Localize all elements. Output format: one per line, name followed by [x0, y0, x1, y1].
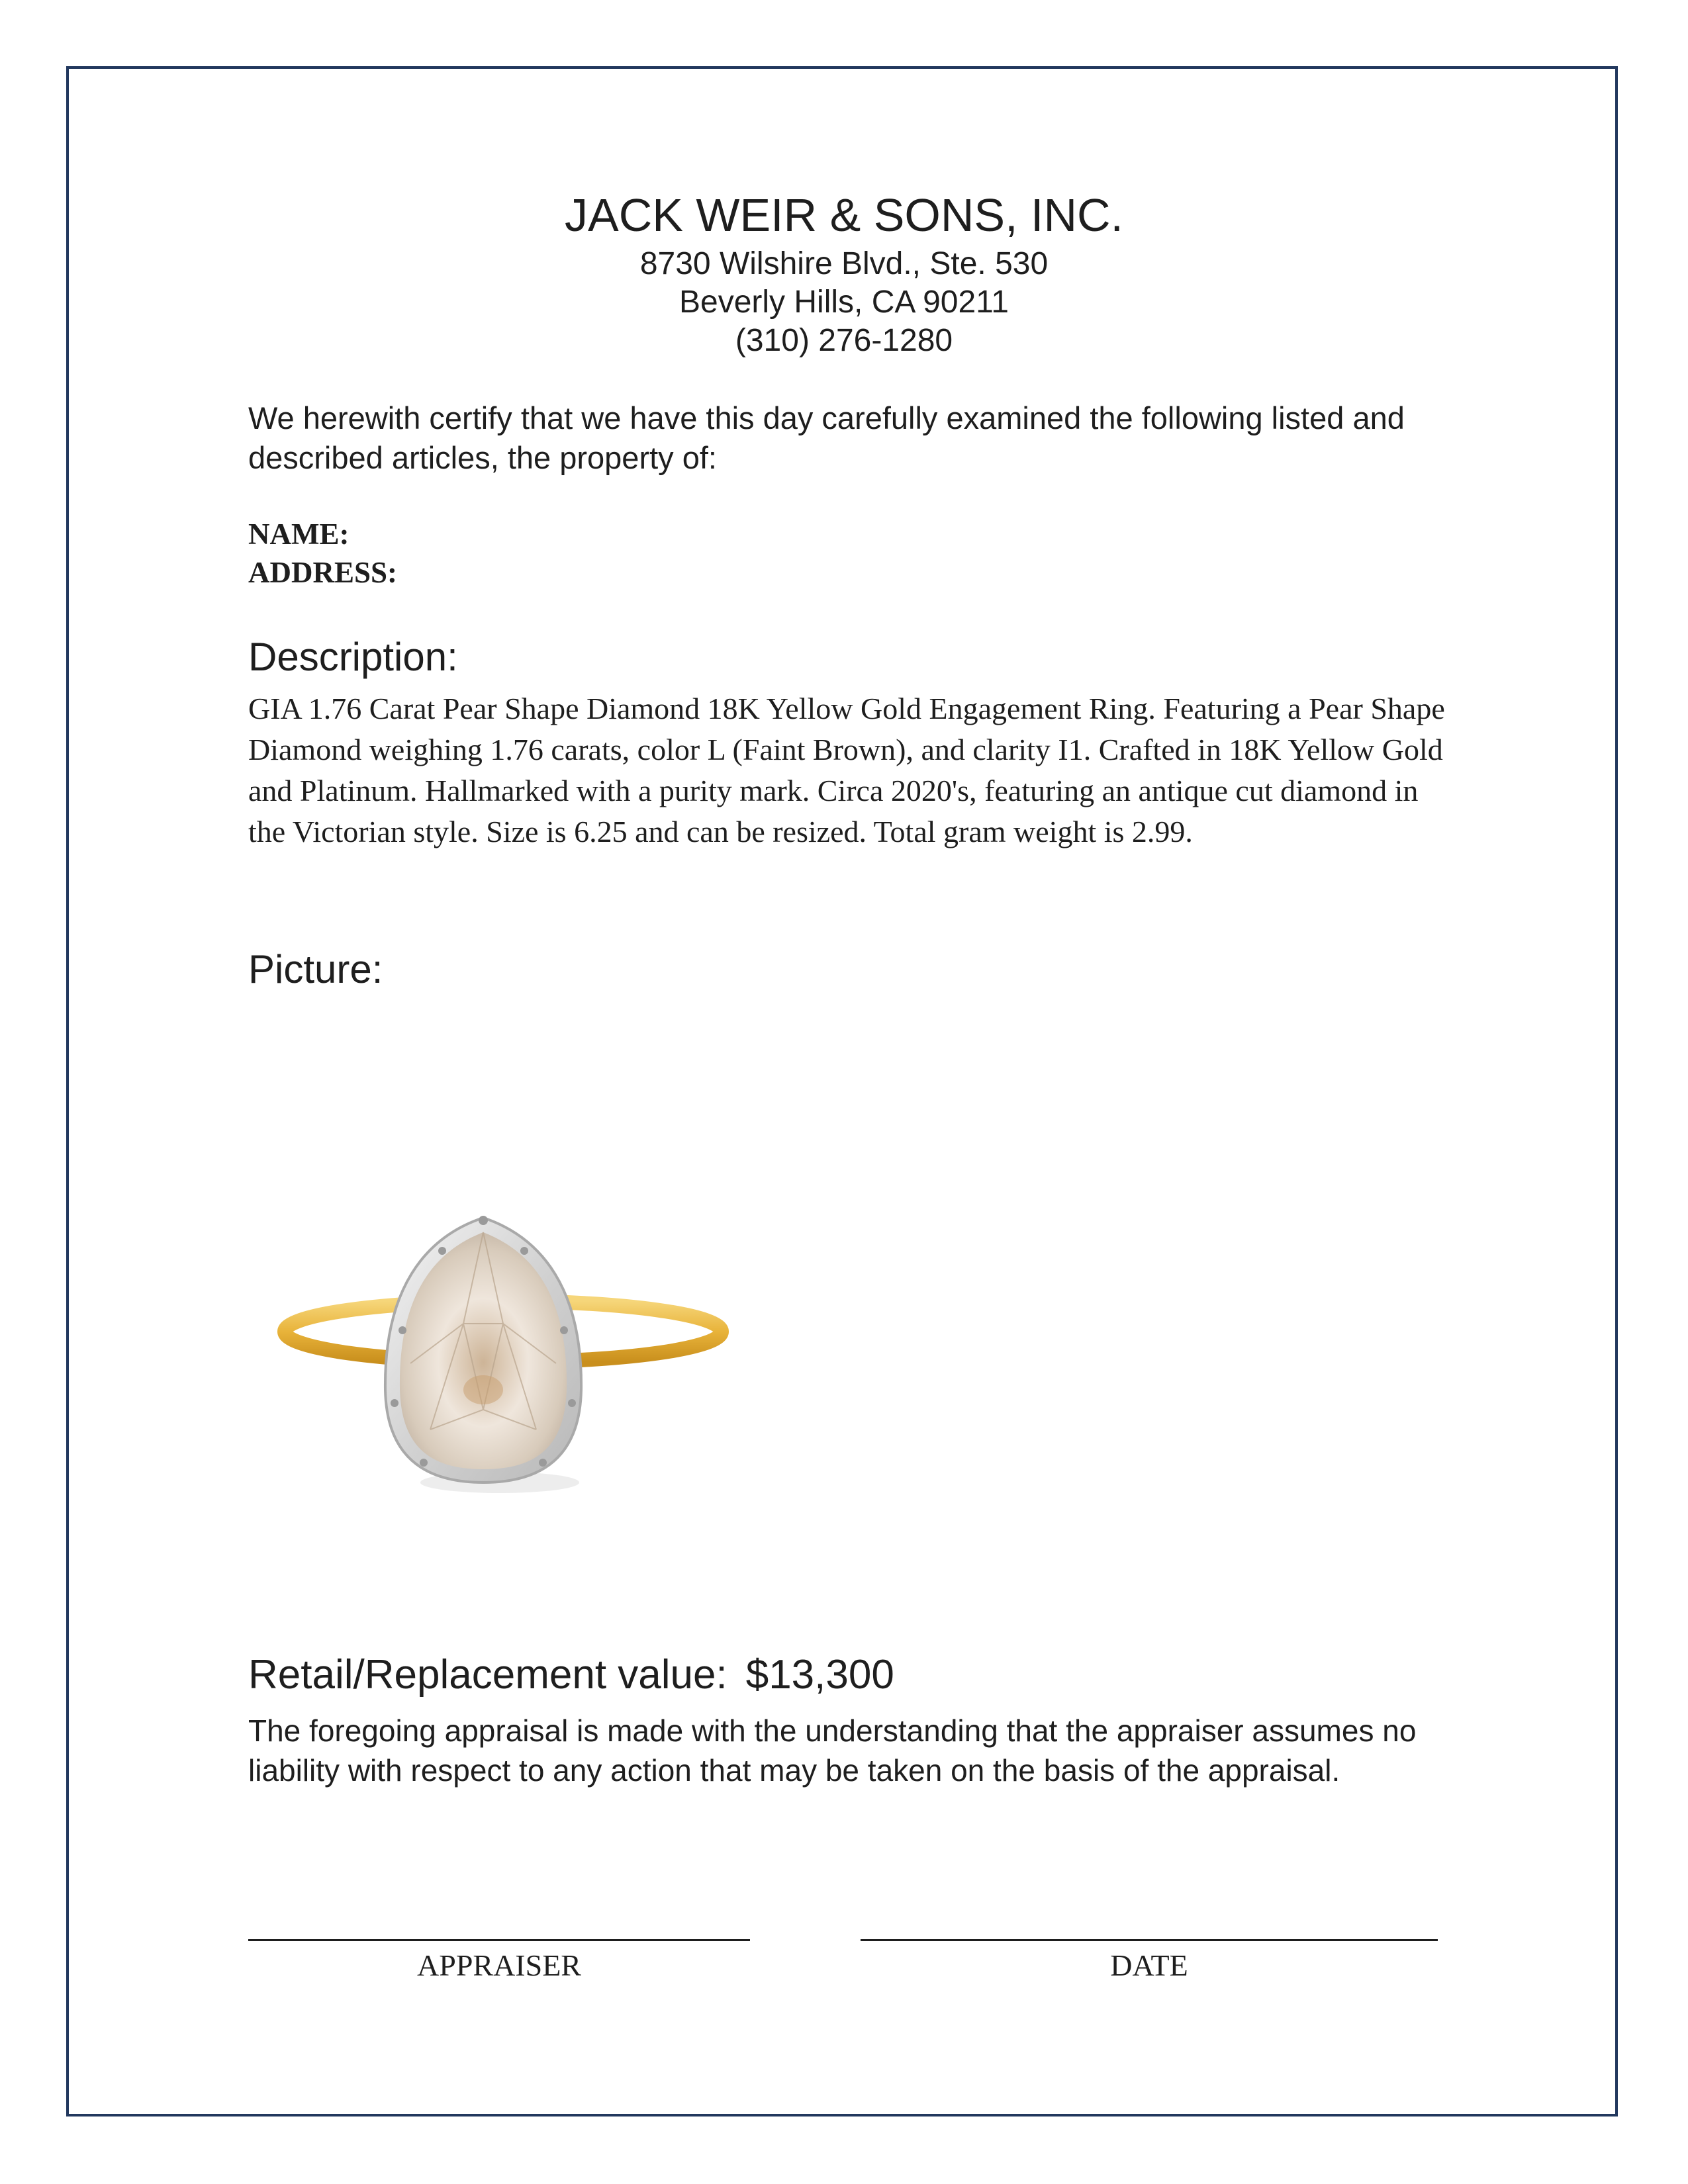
address-label: ADDRESS: [248, 556, 398, 589]
ring-photo [265, 1191, 741, 1509]
description-text: GIA 1.76 Carat Pear Shape Diamond 18K Yellow Gold Engagement Ring. Featuring a Pear Shape Diamond weighing 1.76 carats, color L (Faint Brown), and clarity I1. Crafted in 18K Yellow Gold and Platinum. Hallmarked with a purity mark. Circa 2020's, featuring an antique cut diamond in the Victorian style. Size is 6.25 and can be resized. Total gram weight is 2.99. [248, 692, 1445, 848]
picture-heading: Picture: [248, 947, 383, 991]
ring-illustration [265, 1191, 741, 1509]
appraiser-label: APPRAISER [417, 1948, 581, 1982]
description-heading: Description: [248, 635, 458, 679]
name-label: NAME: [248, 518, 350, 551]
value-amount: $13,300 [745, 1652, 894, 1698]
company-address-line2: Beverly Hills, CA 90211 [679, 285, 1009, 320]
certify-statement: We herewith certify that we have this day carefully examined the following listed and described articles, the property of: [248, 400, 1405, 475]
date-label: DATE [1110, 1948, 1188, 1982]
company-name: JACK WEIR & SONS, INC. [565, 189, 1123, 241]
company-address-line1: 8730 Wilshire Blvd., Ste. 530 [639, 246, 1049, 281]
date-signature-line [861, 1939, 1438, 1941]
company-phone: (310) 276-1280 [735, 323, 953, 358]
page-border [66, 66, 1618, 2116]
disclaimer-text: The foregoing appraisal is made with the understanding that the appraiser assumes no liability with respect to any action that may be taken on the basis of the appraisal. [248, 1713, 1417, 1788]
appraiser-signature-line [248, 1939, 750, 1941]
value-line [248, 1651, 1453, 1699]
value-label: Retail/Replacement value: [248, 1652, 727, 1698]
